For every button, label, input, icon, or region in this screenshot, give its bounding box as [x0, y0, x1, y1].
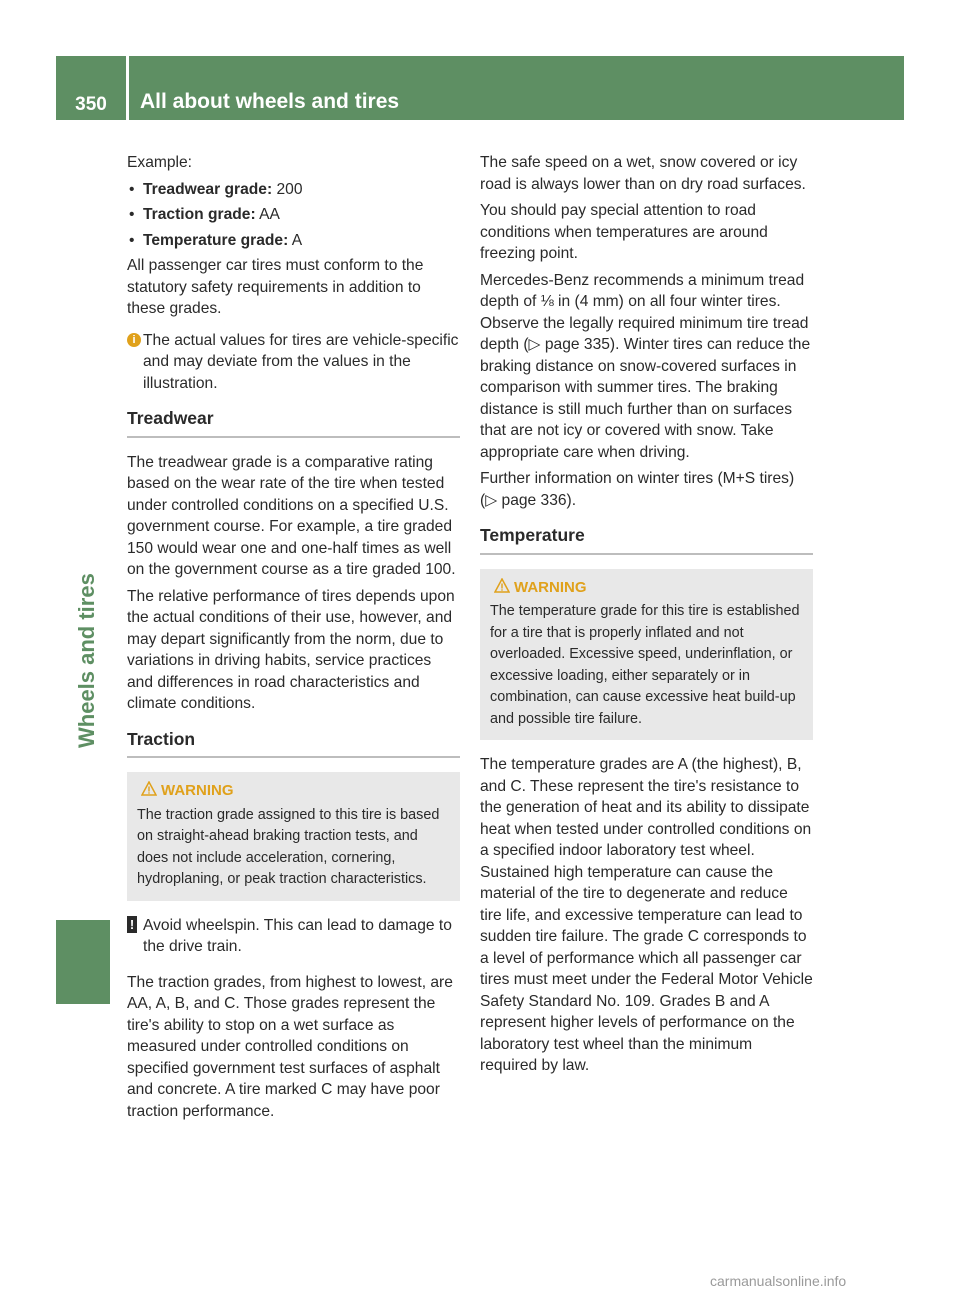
caution-note-text: Avoid wheelspin. This can lead to damage to the drive train.	[143, 916, 452, 955]
header-divider	[126, 56, 129, 120]
caution-note	[127, 915, 460, 958]
example-label: Example:	[127, 154, 193, 171]
traction-heading: Traction	[127, 729, 460, 759]
warning-title	[137, 780, 450, 802]
info-note	[127, 330, 460, 395]
bullet-traction	[127, 204, 460, 226]
warning-text: The temperature grade for this tire is established for a tire that is properly inflated and not overloaded. Excessive speed, underinflation, or excessive loading, either separately or in combination, can cause excessive heat build-up and possible tire failure.	[490, 603, 800, 727]
treadwear-heading: Treadwear	[127, 408, 460, 438]
warning-triangle-icon	[494, 578, 510, 594]
warning-triangle-icon	[141, 781, 157, 797]
exclamation-icon: !	[127, 916, 137, 933]
left-column	[127, 152, 460, 1127]
chapter-title: All about wheels and tires	[140, 90, 400, 113]
bullet-label: Treadwear grade:	[143, 180, 273, 198]
conform-paragraph: All passenger car tires must conform to the statutory safety requirements in addition to these grades.	[127, 257, 424, 317]
right-paragraph-3: Mercedes-Benz recommends a minimum tread depth of ⅛ in (4 mm) on all four winter tires. Observe the legally required minimum tire tread depth (▷ page 335). Winter tires can reduce the braking distance on snow-covered surfaces in comparison with summer tires. The braking distance is still much further than on surfaces that are not icy or covered with snow. Take appropriate care when driving.	[480, 271, 811, 461]
bullet-treadwear	[127, 179, 460, 201]
bullet-value: 200	[272, 180, 303, 198]
traction-warning-box	[127, 772, 460, 901]
bullet-temperature	[127, 230, 460, 252]
traction-paragraph: The traction grades, from highest to lowest, are AA, A, B, and C. Those grades represent the tire's ability to stop on a wet surface as measured under controlled conditions on specified government test surfaces of asphalt and concrete. A tire marked C may have poor traction performance.	[127, 973, 453, 1120]
warning-title-text: WARNING	[161, 782, 234, 799]
bullet-value: A	[288, 231, 303, 249]
treadwear-paragraph-2: The relative performance of tires depends upon the actual conditions of their use, however, and may depart significantly from the norm, due to variations in driving habits, service practices and differences in road characteristics and climate conditions.	[127, 587, 455, 712]
bullet-label: Traction grade:	[143, 206, 256, 223]
bullet-label: Temperature grade:	[143, 231, 289, 249]
temperature-warning-box	[480, 569, 813, 741]
info-icon: i	[127, 333, 141, 347]
watermark: carmanualsonline.info	[710, 1273, 847, 1289]
side-marker-block	[56, 920, 110, 1004]
right-paragraph-1: The safe speed on a wet, snow covered or icy road is always lower than on dry road surfaces.	[480, 154, 806, 193]
header-bar	[56, 56, 904, 120]
right-paragraph-4: Further information on winter tires (M+S tires) (▷ page 336).	[480, 470, 795, 509]
temperature-paragraph: The temperature grades are A (the highest), B, and C. These represent the tire's resistance to the generation of heat and its ability to dissipate heat when tested under controlled conditions on a specified indoor laboratory test wheel. Sustained high temperature can cause the material of the tire to degenerate and reduce tire life, and excessive temperature can lead to sudden tire failure. The grade C corresponds to a level of performance which all passenger car tires must meet under the Federal Motor Vehicle Safety Standard No. 109. Grades B and A represent higher levels of performance on the laboratory test wheel than the minimum required by law.	[480, 756, 813, 1074]
temperature-heading: Temperature	[480, 525, 813, 555]
right-column	[480, 152, 813, 1082]
treadwear-paragraph-1: The treadwear grade is a comparative rating based on the wear rate of the tire when tested under controlled conditions on a specified U.S. government course. For example, a tire graded 150 would wear one and one-half times as well on the government course as a tire graded 100.	[127, 453, 456, 578]
info-note-text: The actual values for tires are vehicle-specific and may deviate from the values in the illustration.	[143, 331, 459, 392]
warning-title-text: WARNING	[514, 578, 587, 596]
bullet-value: AA	[255, 206, 280, 223]
warning-title	[490, 577, 803, 599]
page-number: 350	[75, 94, 107, 115]
warning-text: The traction grade assigned to this tire is based on straight-ahead braking traction tests, and does not include acceleration, cornering, hydroplaning, or peak traction characteristics.	[137, 806, 440, 887]
right-paragraph-2: You should pay special attention to road conditions when temperatures are around freezing point.	[480, 202, 768, 262]
side-tab-label: Wheels and tires	[74, 573, 99, 748]
